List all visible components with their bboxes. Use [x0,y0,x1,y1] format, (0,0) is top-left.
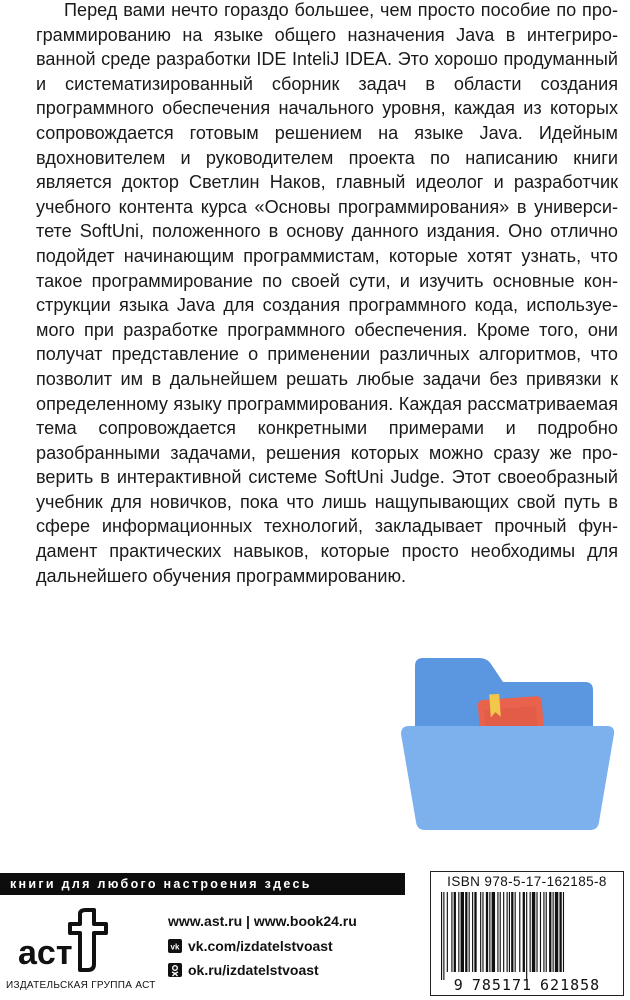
barcode-bar [458,892,459,972]
barcode-bar [543,892,544,972]
barcode-digit-group-2: 621858 [540,976,601,994]
barcode-bar [515,892,516,972]
ok-link-row[interactable] [168,958,357,982]
barcode-bar [503,892,504,972]
barcode-bar [447,892,448,972]
barcode-digits [431,976,623,994]
barcode-bar [507,892,508,972]
barcode-bar [451,892,452,972]
barcode-bar [530,892,531,972]
isbn-barcode [430,871,624,996]
barcode-bar [497,892,498,972]
barcode-bar [500,892,501,972]
barcode-digit-group-1: 785171 [471,976,533,994]
barcode-bar [555,892,558,972]
logo-text: аст [18,934,73,972]
tagline-banner: книги для любого настроения здесь [0,873,405,895]
barcode-bar [549,892,551,972]
barcode-bar [474,892,476,972]
barcode-bar [441,892,442,980]
barcode-bar [536,892,537,972]
website-links[interactable]: www.ast.ru | www.book24.ru [168,913,357,929]
barcode-bar [489,892,490,972]
ast-logo [14,906,124,974]
barcode-bar [523,892,525,972]
barcode-bar [563,892,564,972]
barcode-bar [482,892,483,972]
barcode-bar [469,892,470,972]
barcode-bar [511,892,513,972]
vk-icon [168,939,182,953]
barcode-bar [553,892,554,972]
barcode-bar [454,892,456,972]
barcode-bar [480,892,481,972]
vk-link-row[interactable] [168,934,357,958]
barcode-digit-first: 9 [453,976,464,994]
description-text: Перед вами нечто гораздо большее, чем просто пособие по программированию на языке общего назначения Java в интегрированной среде разработки IDE InteliJ IDEA. Это хорошо продуманный и систематизированный сборник задач в области создания программного обеспечения начального уровня, каждая из которых сопровождается готовым решением на языке Java. Идейным вдохновителем и руководителем проекта по написанию книги является доктор Светлин Наков, главный идеолог и разработчик учебного контента курса «Основы программирования» в университете SoftUni, положенного в основу данного издания. Оно отлично подойдет начинающим программистам, которые хотят узнать, что такое программирование по своей сути, и изучить основные конструкции языка Java для создания программного кода, используемого при разработке программного обеспечения. Кроме того, они получат представление о применении различных алгоритмов, что позволит им в дальнейшем решать любые задачи без привязки к определенному языку программирования. Каждая рассматриваемая тема сопровождается конкретными примерами и подробно разобранными задачами, решения которых можно сразу же проверить в интерактивной системе SoftUni Judge. Этот своеобразный учебник для новичков, пока что лишь нащупывающих свой путь в сфере информационных технологий, закладывает прочный фундамент практических навыков, которые просто необходимы для дальнейшего обучения программированию. [36,0,618,586]
ok-link[interactable]: ok.ru/izdatelstvoast [188,962,319,978]
publisher-name: ИЗДАТЕЛЬСКАЯ ГРУППА АСТ [6,980,156,991]
barcode-bar [486,892,488,972]
vk-link[interactable]: vk.com/izdatelstvoast [188,938,333,954]
barcode-bar [465,892,467,972]
java-folder-icon [395,638,620,843]
barcode-bar [540,892,541,972]
barcode-bar [519,892,520,972]
barcode-bar [509,892,510,972]
isbn-number: ISBN 978-5-17-162185-8 [447,874,607,889]
barcode-bar [472,892,473,972]
barcode-bar [546,892,547,972]
ok-icon [168,963,182,977]
svg-text:vk: vk [170,942,180,952]
barcode-bar [443,892,444,980]
contact-links [168,908,357,982]
barcode-bar [559,892,561,972]
barcode-bar [461,892,464,972]
barcode-bar [532,892,535,972]
barcode-bar [526,892,527,980]
barcode-bar [492,892,495,972]
barcode-bars [441,892,615,982]
